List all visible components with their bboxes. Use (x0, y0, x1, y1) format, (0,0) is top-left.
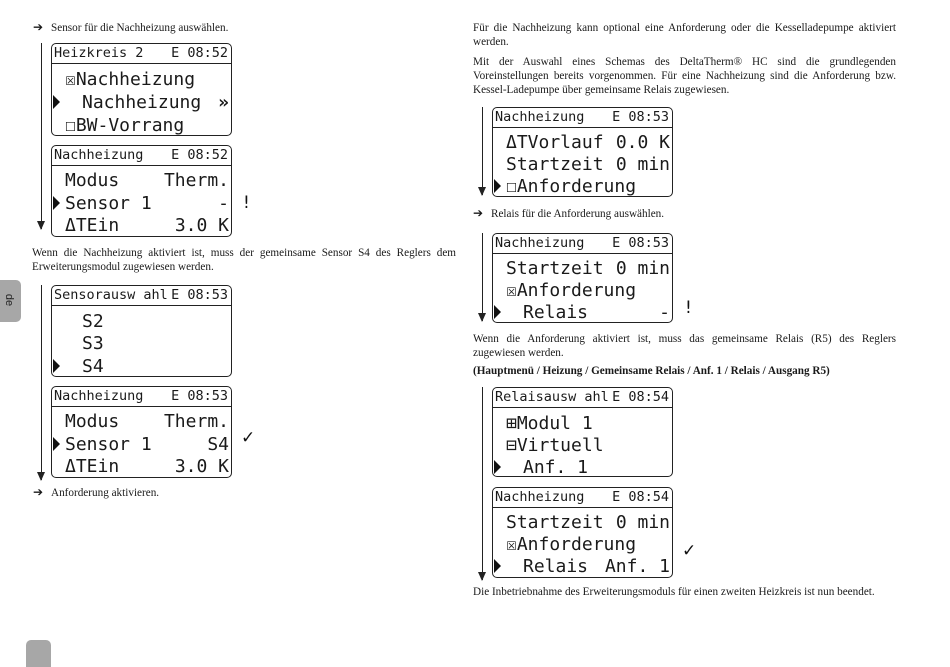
lcd-row-selected: Sensor 1 S4 (52, 433, 231, 456)
cursor-icon (53, 437, 60, 451)
lcd-header: Nachheizung E 08:52 (52, 146, 231, 166)
lcd-header: Heizkreis 2 E 08:52 (52, 44, 231, 64)
cursor-icon (53, 359, 60, 373)
lcd-heizkreis-2 (51, 43, 232, 136)
lcd-row: ☒Nachheizung (65, 69, 196, 90)
arrow-right-icon: ➔ (473, 206, 484, 220)
lcd-row: ΔTVorlauf 0.0 K (506, 132, 670, 153)
flow-arrow-1 (41, 43, 42, 229)
arrow-right-icon: ➔ (33, 20, 44, 34)
paragraph-commissioning-done: Die Inbetriebnahme des Erweiterungsmoduls für einen zweiten Heizkreis ist nun beendet. (473, 586, 875, 598)
lcd-sensorauswahl (51, 285, 232, 377)
lcd-header: Nachheizung E 08:53 (493, 108, 672, 128)
lcd-header: Sensorausw ahl E 08:53 (52, 286, 231, 306)
check-mark-icon: ✓ (682, 541, 697, 561)
lcd-row: Modus Therm. (65, 411, 229, 432)
lcd-row: S3 (82, 333, 104, 354)
cursor-icon (494, 460, 501, 474)
paragraph-optional-request: Für die Nachheizung kann optional eine Anforderung oder die Kesselladepumpe aktiviert werden. (473, 22, 896, 49)
cursor-icon (494, 179, 501, 193)
cursor-icon (494, 559, 501, 573)
lcd-row: ☒Anforderung (506, 280, 637, 301)
lcd-row-selected: Nachheizung » (52, 91, 231, 114)
lcd-row: Startzeit 0 min (506, 154, 670, 175)
lcd-row: ⊟Virtuell (506, 435, 604, 456)
instruction-select-sensor: ➔ Sensor für die Nachheizung auswählen. (33, 20, 229, 34)
page-number-tab (26, 640, 51, 667)
lcd-row: ☐BW-Vorrang (65, 115, 185, 136)
flow-arrow-5 (482, 387, 483, 580)
lcd-nachheizung-relais (492, 233, 673, 323)
paragraph-schema-defaults: Mit der Auswahl eines Schemas des DeltaTherm® HC sind die grundlegenden Voreinstellungen bereits vorgenommen. Für eine Nachheizung sind die Anforderung bzw. Kessel-Ladepumpe über gemeinsame Relais zugewiesen. (473, 56, 896, 97)
lcd-relaisauswahl (492, 387, 673, 477)
submenu-chevron-icon: » (218, 92, 229, 113)
lcd-nachheizung-anf1 (492, 487, 673, 578)
lcd-row: Startzeit 0 min (506, 258, 670, 279)
warning-mark-icon: ! (243, 193, 250, 213)
flow-arrow-2 (41, 285, 42, 480)
language-tab-label: de (3, 293, 16, 307)
lcd-nachheizung-sensor (51, 145, 232, 237)
paragraph-relay-r5: Wenn die Anforderung aktiviert ist, muss das gemeinsame Relais (R5) des Reglers zugewiesen werden. (473, 333, 896, 360)
lcd-row-selected: S4 (52, 355, 231, 378)
cursor-icon (494, 305, 501, 319)
lcd-row: ΔTEin 3.0 K (65, 215, 229, 236)
cursor-icon (53, 95, 60, 109)
lcd-row: ☒Anforderung (506, 534, 637, 555)
paragraph-sensor-s4: Wenn die Nachheizung aktiviert ist, muss der gemeinsame Sensor S4 des Reglers dem Erweiterungsmodul zugewiesen werden. (32, 247, 456, 274)
lcd-nachheizung-delta (492, 107, 673, 197)
lcd-row: S2 (82, 311, 104, 332)
lcd-row: Startzeit 0 min (506, 512, 670, 533)
arrow-right-icon: ➔ (33, 485, 44, 499)
lcd-row-selected: Sensor 1 - (52, 192, 231, 215)
lcd-row: ⊞Modul 1 (506, 413, 593, 434)
lcd-row-selected: ☐Anforderung (493, 175, 672, 198)
lcd-nachheizung-s4 (51, 386, 232, 478)
flow-arrow-3 (482, 107, 483, 195)
check-mark-icon: ✓ (241, 428, 256, 448)
language-tab (0, 280, 21, 322)
lcd-row-selected: Anf. 1 (493, 456, 672, 479)
instruction-select-relay: ➔ Relais für die Anforderung auswählen. (473, 206, 665, 220)
menu-path: (Hauptmenü / Heizung / Gemeinsame Relais / Anf. 1 / Relais / Ausgang R5) (473, 365, 830, 377)
instruction-activate-request: ➔ Anforderung aktivieren. (33, 485, 160, 499)
lcd-row: Modus Therm. (65, 170, 229, 191)
cursor-icon (53, 196, 60, 210)
lcd-header: Relaisausw ahl E 08:54 (493, 388, 672, 408)
lcd-header: Nachheizung E 08:54 (493, 488, 672, 508)
lcd-header: Nachheizung E 08:53 (493, 234, 672, 254)
lcd-header: Nachheizung E 08:53 (52, 387, 231, 407)
lcd-row-selected: Relais - (493, 301, 672, 324)
lcd-row-selected: Relais Anf. 1 (493, 555, 672, 578)
flow-arrow-4 (482, 233, 483, 321)
warning-mark-icon: ! (685, 298, 692, 318)
lcd-row: ΔTEin 3.0 K (65, 456, 229, 477)
